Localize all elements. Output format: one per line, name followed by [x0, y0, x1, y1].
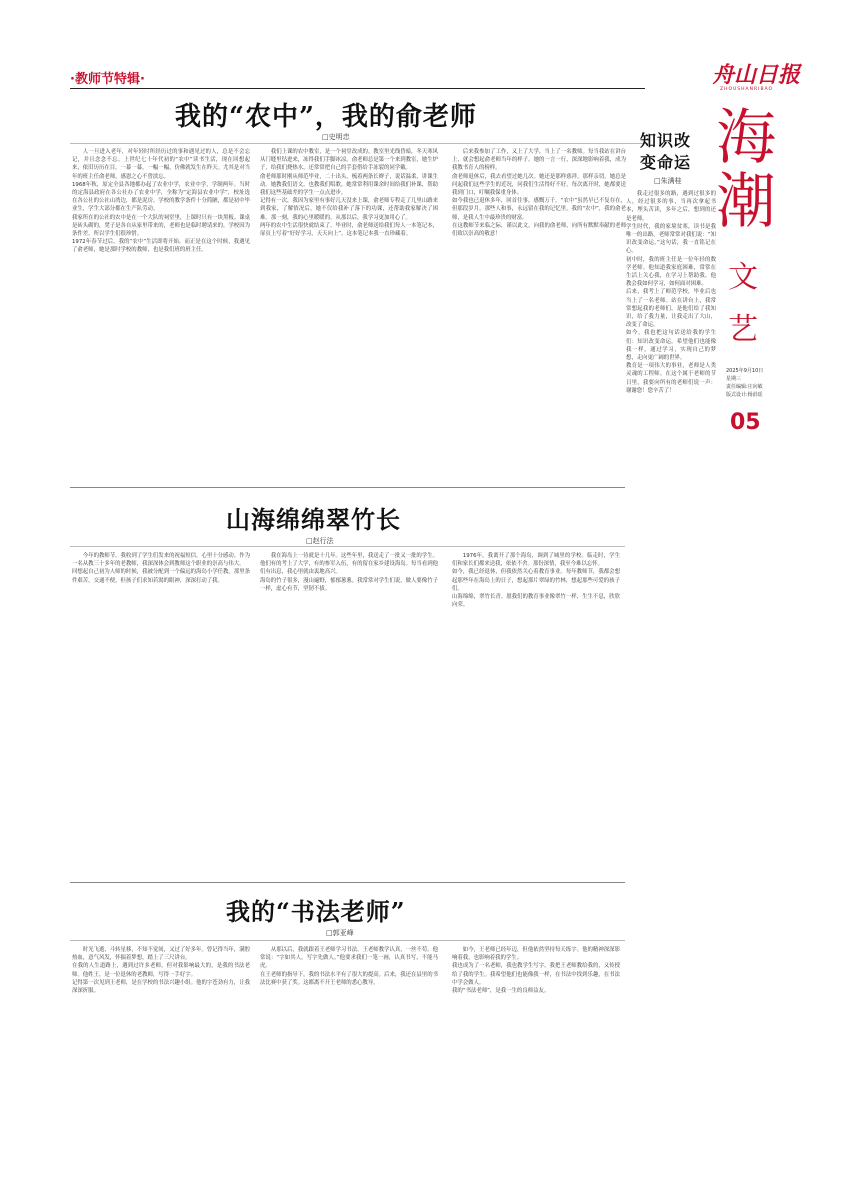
article-3-rule	[70, 546, 625, 547]
section-tag: ·教师节特辑·	[70, 72, 145, 87]
article-2-author: □朱满桂	[654, 177, 682, 185]
top-divider	[70, 88, 645, 89]
editor-line-1: 责任编辑:庄向敏	[726, 384, 763, 390]
article-4-author: □郭亚峰	[326, 929, 354, 937]
article-3-col-3: 1976年，我离开了那个海岛，调到了城里的学校。临走时，学生们和家长们都来送我，依依不舍。那份深情，我至今难以忘怀。 如今，我已经退休，但我依然关心着教育事业。每年教师节，我都会想起那些年在海岛上的日子，想起那片翠绿的竹林，想起那些可爱的孩子们。 山海绵绵，翠竹长青。愿我们的教育事业像翠竹一样，生生不息，欣欣向荣。	[452, 553, 620, 609]
issue-date: 2025年9月10日	[726, 368, 764, 374]
newspaper-logo: 舟山日报	[712, 62, 801, 88]
column-name-1: 海潮	[716, 103, 776, 237]
article-3-title: 山海绵绵翠竹长	[226, 505, 401, 534]
article-1-author: □史明忠	[322, 133, 350, 141]
article-4-col-2: 从那以后，我就跟着王老师学习书法。王老师教学认真，一丝不苟。他常说：“字如其人，写字先做人。”他要求我们一笔一画，认真书写，不能马虎。 在王老师的指导下，我的书法水平有了很大的提高。后来，我还在县里的书法比赛中获了奖。这都离不开王老师的悉心教导。	[260, 947, 438, 986]
article-1-rule	[70, 143, 645, 144]
issue-weekday: 星期三	[726, 376, 742, 382]
article-4-col-1: 时光飞逝，斗转星移，不知不觉间，又过了好多年。曾记得当年，满腔热血，意气风发，怀揣着梦想，踏上了三尺讲台。 在我的人生道路上，遇到过许多老师，但对我影响最大的，是我的书法老师。他姓王，是一位退休的老教师，写得一手好字。 记得第一次见到王老师，是在学校的书法兴趣小组。他的字苍劲有力，让我深深折服。	[72, 947, 250, 995]
article-4-col-3: 如今，王老师已经年迈，但他依然坚持每天练字。他的精神深深影响着我，也影响着我的学生。 我也成为了一名老师，我也教学生写字。我把王老师教给我的，又传授给了我的学生。我希望他们也能像我一样，在书法中找到乐趣，在书法中学会做人。 我的“书法老师”，是我一生的良师益友。	[452, 947, 620, 995]
article-1-col-2: 我们上课的农中教室，是一个祠堂改成的。教室里光线昏暗，冬天寒风从门缝里钻进来，冻得我们手脚冰凉。俞老师总是第一个来到教室，她生炉子，给我们烧热水，还常常把自己的手套借给手冻裂的同学戴。 俞老师那时刚从师范毕业，二十出头，梳着两条长辫子，说话温柔，讲课生动。她教我们语文，也教我们唱歌。她常常利用课余时间给我们补课，帮助我们这些基础差的学生一点点进步。 记得有一次，我因为家里有事好几天没来上课，俞老师专程走了几里山路来到我家，了解情况后，她不仅给我补了落下的功课，还帮助我家解决了困难。那一刻，我的心里暖暖的。从那以后，我学习更加用心了。 两年的农中生活很快就结束了。毕业时，俞老师送给我们每人一本笔记本，扉页上写着“好好学习，天天向上”。这本笔记本我一直珍藏着。	[260, 149, 438, 238]
article-3-author: □赵行法	[306, 537, 334, 545]
article-2-title: 知识改变命运	[640, 131, 692, 172]
article-1-title: 我的“农中”，我的俞老师	[175, 102, 477, 132]
article-2-col: 我走过很多的路，遇到过很多的人，经过很多的事，当再次拿起书本，埋头苦读，多年之后，想到的还是老师。 学生时代，我的家境贫寒，读书是我唯一的出路。老师常常对我们说：“知识改变命运。”这句话，我一直铭记在心。 初中时，我的班主任是一位年轻的数学老师。他知道我家庭困难，常常在生活上关心我，在学习上帮助我。他教会我如何学习，如何面对困难。 后来，我考上了师范学校，毕业后也当上了一名老师。站在讲台上，我常常想起我的老师们，是他们给了我知识，给了我力量，让我走出了大山，改变了命运。 如今，我也把这句话送给我的学生们：知识改变命运。希望他们也能像我一样，通过学习，实现自己的梦想，走向更广阔的世界。 教育是一项伟大的事业，老师是人类灵魂的工程师。在这个属于老师的节日里，我要向所有的老师们说一声：谢谢您！您辛苦了！	[626, 191, 716, 394]
article-3-col-2: 我在海岛上一待就是十几年。这些年里，我送走了一批又一批的学生。他们有的考上了大学，有的参军入伍，有的留在家乡建设海岛。每当看到他们有出息，我心里就由衷地高兴。 海岛的竹子很多，漫山遍野，郁郁葱葱。我常常对学生们说，做人要像竹子一样，虚心有节，坚韧不拔。	[260, 553, 438, 592]
article-4-rule	[70, 940, 625, 941]
editor-line-2: 版式设计:杨涓瑶	[726, 392, 763, 398]
article-1-col-3: 后来我参加了工作，又上了大学，当上了一名教师。每当我站在讲台上，就会想起俞老师当年的样子。她的一言一行，深深地影响着我，成为我教书育人的榜样。 俞老师退休后，我去看望过她几次。她还是那样慈祥，那样亲切。她总是问起我们这些学生的近况，问我们生活得好不好。每次离开时，她都要送我到门口，叮嘱我保重身体。 如今我也已退休多年，回首往事，感慨万千。“农中”虽然早已不复存在，但那段岁月，那些人和事，永远留在我的记忆里。我的“农中”，我的俞老师，是我人生中最珍贵的财富。 在这教师节来临之际，谨以此文，向我的俞老师，向所有默默奉献的老师们致以崇高的敬意！	[452, 149, 626, 238]
page-number: 05	[730, 410, 761, 435]
article-4-top-rule	[70, 882, 625, 883]
article-1-col-1: 人一旦进入老年，对年轻时所经历过的事和遇见过的人，总是不会忘记，并且念念不忘。上世纪七十年代初的“农中”读书生活，现在回想起来，依旧历历在目。一幕一幕，一幅一幅，仿佛就发生在昨天。尤其是对当年的班主任俞老师，感恩之心不曾淡忘。 1968年秋，原定全县各地都办起了农业中学，农业中学，学制两年。当时的定海县政府在各公社办了农业中学，全称为“定海县农业中学”，校址选在各公社的公社山湾边，都是泥房。学校的教学条件十分简陋，都是初中毕业生，学生大部分都在生产队劳动。 我家所在的公社的农中是在一个大队的祠堂里，上课时只有一块黑板。课桌是砖头砌的，凳子是各自从家里带来的，老师也是临时聘请来的。学校因为条件差，所以学生们很珍惜。 1972年春节过后，我的“农中”生活即将开始。而正是在这个时候，我遇见了俞老师，她是那时学校的教师，也是我们班的班主任。	[72, 149, 250, 254]
article-3-top-rule	[70, 487, 625, 488]
column-name-2: 文艺	[728, 260, 758, 347]
article-4-title: 我的“书法老师”	[226, 897, 406, 926]
article-3-col-1: 今年的教师节，我收到了学生们发来的祝福短信，心里十分感动。作为一名从教三十多年的老教师，我深深体会到教师这个职业的崇高与伟大。 回想起自己初为人师的时候，我被分配到一个偏远的海岛小学任教。那里条件艰苦，交通不便，但孩子们求知若渴的眼神，深深打动了我。	[72, 553, 250, 584]
logo-subtitle: ZHOUSHANRIBAO	[720, 87, 774, 92]
